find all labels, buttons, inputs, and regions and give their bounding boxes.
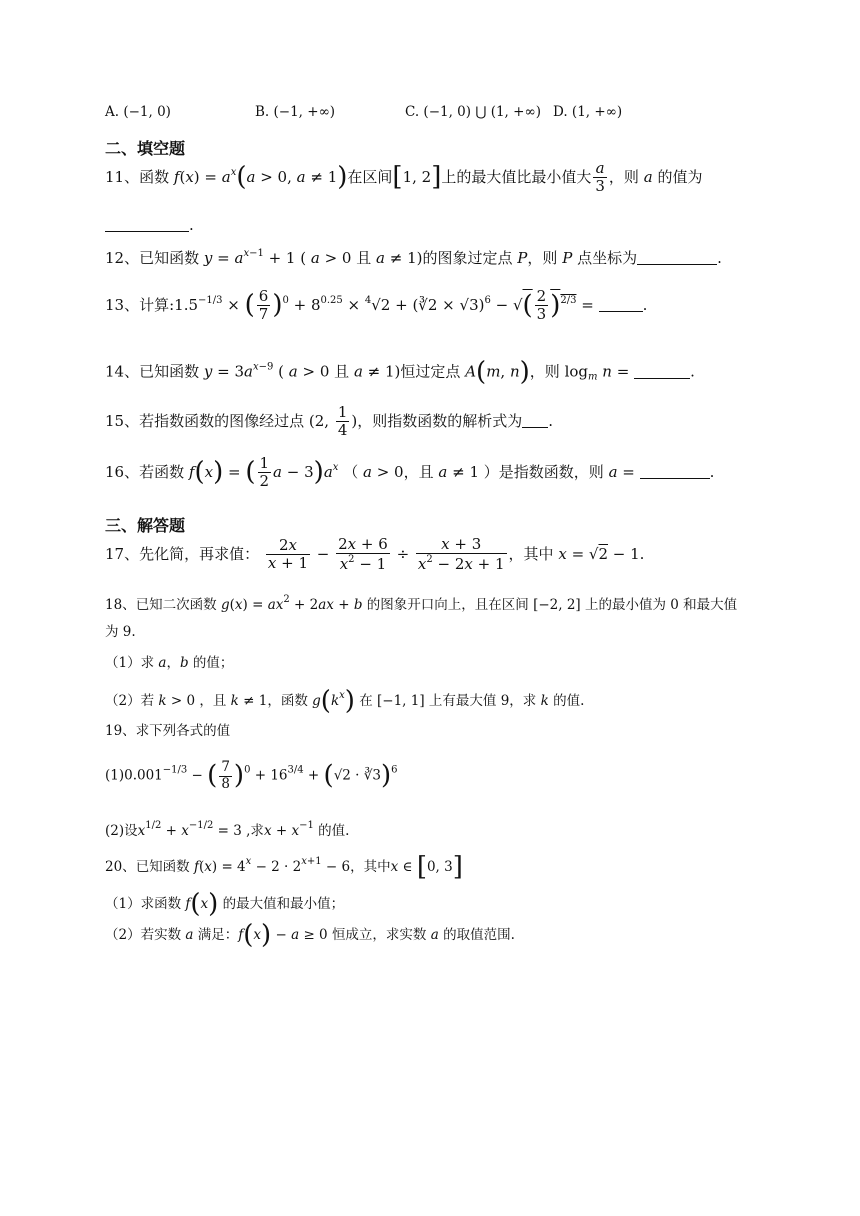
question-19-part1: $(1)0.001^{-1/3}$ − ( $\frac{7}{8}$ )$^0 + 16^{3/4} + (√2$ · ∛3)$^6$ xyxy=(105,759,398,792)
question-13: 13、计算$:1.5^{-1/3}$ × ( $\frac{6}{7}$ )$^0 + 8^{0.25} \times ^4√2$ + (∛2 × √3)$^6$ − √( $\frac{2}{3}$ )$^{2/3}$ = . xyxy=(105,287,648,324)
option-b: B. (−1, +∞) xyxy=(255,104,336,120)
question-19: 19、求下列各式的值 xyxy=(105,723,231,739)
option-c: C. (−1, 0) ⋃ (1, +∞) xyxy=(405,104,541,120)
question-12: 12、已知函数 $y = a^{x-1} + 1$ ( a > 0 且 a ≠ 1)的图象过定点 P，则 P 点坐标为 . xyxy=(105,248,722,267)
question-20: 20、已知函数 $f(x) = 4^x - 2 \cdot 2^{x+1} - 6$，其中x ∈ [0, 3] xyxy=(105,852,463,882)
question-17: 17、先化简，再求值： $\frac{2x}{x + 1}$ − $\frac{2x + 6}{x^2 - 1}$ ÷ $\frac{x + 3}{x^2 - 2x + 1}$ ，其中 x = √2 − 1. xyxy=(105,535,645,574)
question-18-cont: 为 9. xyxy=(105,624,136,640)
option-a: A. (−1, 0) xyxy=(105,104,171,120)
question-11: 11、函数 $f(x) = a^x(a > 0$, a ≠ 1)在区间[1, 2]上的最大值比最小值大 $\frac{a}{3}$ ，则 a 的值为 xyxy=(105,159,703,196)
question-18-part2: （2）若 k > 0 ，且 k ≠ 1，函数 $g(k^x)$ 在 [−1, 1] 上有最大值 9，求 k 的值. xyxy=(105,686,585,716)
question-15: 15、若指数函数的图像经过点 (2, $\frac{1}{4}$ )，则指数函数的解析式为 . xyxy=(105,403,554,440)
question-19-part2: (2)设$x^{1/2} + x^{-1/2} = 3$ ,求$x + x^{-1}$ 的值. xyxy=(105,820,350,839)
question-18: 18、已知二次函数 $g(x) = ax^2 + 2ax + b$ 的图象开口向上，且在区间 [−2, 2] 上的最小值为 0 和最大值 xyxy=(105,594,738,613)
question-20-part2: （2）若实数 a 满足：f(x) − a ≥ 0 恒成立，求实数 a 的取值范围. xyxy=(105,920,515,950)
question-11-blank: . xyxy=(105,216,194,234)
option-d: D. (1, +∞) xyxy=(553,104,623,120)
question-16: 16、若函数 f(x) = ( $\frac{1}{2}$ $a - 3)a^x$ （ a > 0，且 a ≠ 1 ）是指数函数，则 a = . xyxy=(105,454,715,491)
question-20-part1: （1）求函数 f(x) 的最大值和最小值； xyxy=(105,889,345,919)
question-14: 14、已知函数 $y = 3a^{x-9}$ ( a > 0 且 a ≠ 1)恒过定点 A(m, n)，则 $\log_m n$ = . xyxy=(105,357,695,387)
section-answer: 三、解答题 xyxy=(105,516,186,535)
section-fill-blank: 二、填空题 xyxy=(105,139,186,158)
question-18-part1: （1）求 a，b 的值； xyxy=(105,655,234,671)
